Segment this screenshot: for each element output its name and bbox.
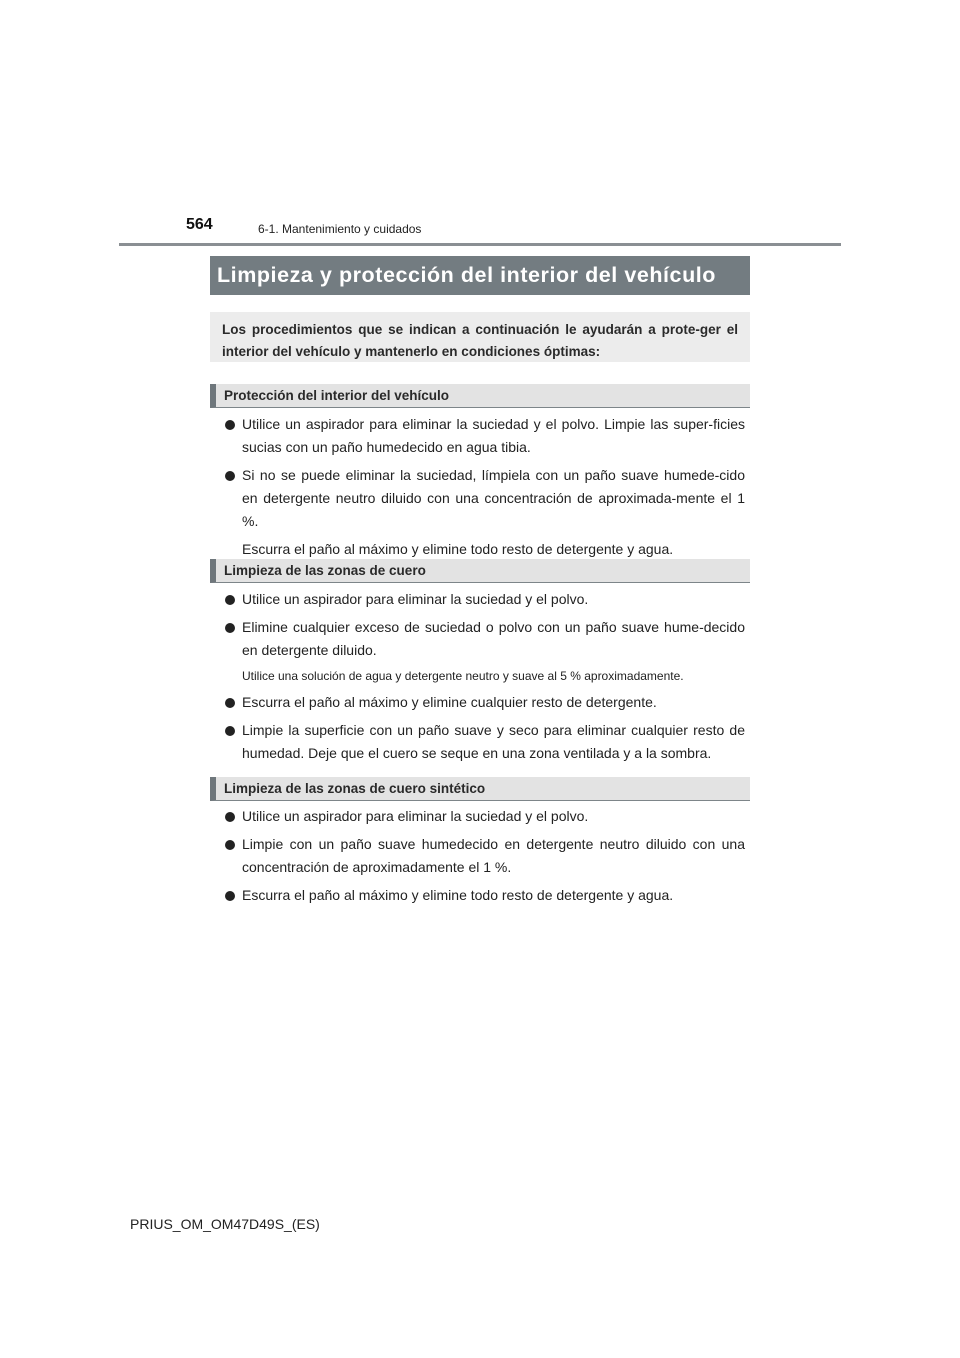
list-item-text: Utilice un aspirador para eliminar la suciedad y el polvo. Limpie las super-ficies sucias con un paño humedecido en agua tibia. [242, 416, 745, 455]
list-item [225, 691, 745, 714]
list-item [225, 719, 745, 765]
subheading-interior-protection: Protección del interior del vehículo [210, 384, 750, 408]
list-item-text: Escurra el paño al máximo y elimine cualquier resto de detergente. [242, 694, 657, 710]
list-item-text: Elimine cualquier exceso de suciedad o polvo con un paño suave hume-decido en detergente diluido. [242, 619, 745, 658]
list-item [225, 464, 745, 533]
bullet-icon [225, 471, 235, 481]
list-item [225, 884, 745, 907]
page-title: Limpieza y protección del interior del vehículo [210, 256, 750, 295]
bullet-icon [225, 840, 235, 850]
bullet-icon [225, 891, 235, 901]
footer-code: PRIUS_OM_OM47D49S_(ES) [130, 1216, 320, 1232]
list-item [225, 588, 745, 611]
list-item-text: Utilice un aspirador para eliminar la suciedad y el polvo. [242, 808, 589, 824]
list-item [225, 413, 745, 459]
intro-box: Los procedimientos que se indican a continuación le ayudarán a prote-ger el interior del vehículo y mantenerlo en condiciones óptimas: [210, 312, 750, 362]
list-item-text: Escurra el paño al máximo y elimine todo resto de detergente y agua. [242, 887, 674, 903]
bullet-list-synthetic-leather [225, 805, 745, 912]
bullet-icon [225, 623, 235, 633]
bullet-list-leather [225, 588, 745, 770]
list-item-text: Limpie la superficie con un paño suave y seco para eliminar cualquier resto de humedad. Deje que el cuero se seque en una zona ventilada y a la sombra. [242, 722, 745, 761]
list-item [225, 805, 745, 828]
list-item-text: Utilice un aspirador para eliminar la suciedad y el polvo. [242, 591, 589, 607]
bullet-icon [225, 420, 235, 430]
paragraph: Escurra el paño al máximo y elimine todo resto de detergente y agua. [242, 541, 674, 557]
list-item [225, 833, 745, 879]
subheading-synthetic-leather: Limpieza de las zonas de cuero sintético [210, 777, 750, 801]
list-item-text: Limpie con un paño suave humedecido en detergente neutro diluido con una concentración de aproximadamente el 1 %. [242, 836, 745, 875]
section-label: 6-1. Mantenimiento y cuidados [258, 222, 422, 236]
header-rule [119, 243, 841, 246]
bullet-icon [225, 595, 235, 605]
list-item [225, 616, 745, 662]
bullet-icon [225, 812, 235, 822]
page-number: 564 [186, 216, 213, 233]
bullet-icon [225, 698, 235, 708]
bullet-icon [225, 726, 235, 736]
list-item-text: Si no se puede eliminar la suciedad, límpiela con un paño suave humede-cido en detergente neutro diluido con una concentración de aproximada-mente el 1 %. [242, 467, 745, 529]
note-text: Utilice una solución de agua y detergente neutro y suave al 5 % aproximadamente. [242, 669, 684, 683]
bullet-list-interior-protection [225, 413, 745, 566]
subheading-leather: Limpieza de las zonas de cuero [210, 559, 750, 583]
